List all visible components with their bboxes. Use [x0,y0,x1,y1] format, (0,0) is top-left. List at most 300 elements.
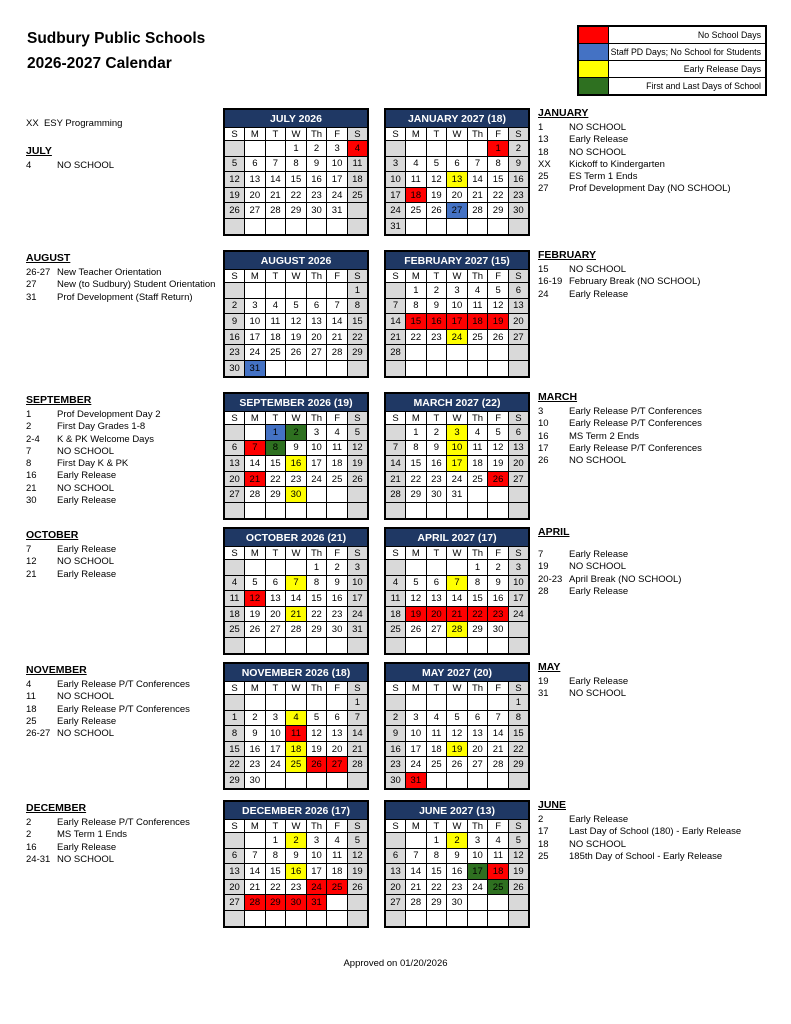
day-cell: 23 [224,345,245,361]
note-date: 2 [538,814,544,825]
note-item [538,159,790,171]
day-cell: 31 [306,895,327,911]
day-header: W [447,128,468,141]
note-date: 20-23 [538,573,563,585]
day-cell: 17 [447,314,468,330]
day-cell [347,772,368,788]
day-cell: 25 [286,757,307,773]
note-item [538,549,790,561]
note-date: 24-31 [26,853,51,865]
note-item [26,569,222,581]
calendar-march-2027-22 [384,392,530,520]
day-header: W [447,412,468,425]
day-cell [406,502,427,518]
week-row [385,314,529,330]
week-row [224,895,368,911]
day-cell: 7 [347,710,368,726]
day-cell: 29 [265,895,286,911]
legend-label: Early Release Days [683,64,761,74]
day-cell: 17 [306,864,327,880]
week-row [385,172,529,188]
note-text: Early Release [57,715,117,727]
day-cell: 23 [385,757,406,773]
day-cell [406,637,427,653]
day-cell: 3 [306,833,327,849]
note-date: 31 [538,688,549,700]
month-notes-march [538,391,790,467]
note-date: 18 [538,146,549,158]
day-cell: 16 [245,741,266,757]
day-cell: 19 [224,187,245,203]
day-cell: 17 [347,591,368,607]
day-cell: 23 [327,606,348,622]
day-cell [347,502,368,518]
day-cell: 7 [406,848,427,864]
day-header: M [406,682,427,695]
day-cell: 10 [306,848,327,864]
calendar-november-2026-18 [223,662,369,790]
week-row [385,156,529,172]
note-date: 2 [26,421,32,433]
note-text: Prof Development Day 2 [57,409,161,420]
day-header: S [385,412,406,425]
day-cell: 18 [406,187,427,203]
note-text: NO SCHOOL [569,264,627,275]
day-cell [406,833,427,849]
day-cell: 30 [286,895,307,911]
day-cell: 5 [508,833,529,849]
day-header: S [508,128,529,141]
note-date: 25 [26,715,37,727]
day-cell [224,695,245,711]
note-item [26,292,222,304]
note-text: NO SCHOOL [57,556,115,568]
note-date: 17 [538,442,549,454]
day-header: M [245,412,266,425]
day-header: Th [467,128,488,141]
day-cell: 25 [347,187,368,203]
day-cell: 20 [224,471,245,487]
note-text: Kickoff to Kindergarten [569,158,665,170]
day-cell [467,218,488,234]
day-cell [265,360,286,376]
day-cell: 20 [306,329,327,345]
day-cell: 3 [447,425,468,441]
note-item [26,854,222,866]
day-cell: 8 [406,440,427,456]
day-cell [508,910,529,926]
day-cell: 21 [385,329,406,345]
note-item [538,431,790,443]
day-cell: 23 [286,471,307,487]
day-cell: 20 [265,606,286,622]
document-title-line1: Sudbury Public Schools [27,30,206,47]
day-cell: 15 [347,314,368,330]
week-row [224,575,368,591]
day-cell: 7 [385,440,406,456]
day-cell: 3 [347,560,368,576]
day-cell [224,425,245,441]
day-cell: 12 [508,848,529,864]
day-cell: 11 [224,591,245,607]
day-cell: 19 [447,741,468,757]
day-cell: 27 [327,757,348,773]
day-cell: 6 [327,710,348,726]
day-cell: 13 [245,172,266,188]
day-cell: 13 [385,864,406,880]
note-date: XX [538,158,551,170]
day-cell: 17 [447,456,468,472]
day-cell [306,502,327,518]
day-cell: 20 [447,187,468,203]
calendar-may-2027-20 [384,662,530,790]
note-date: 11 [26,691,36,703]
day-cell: 16 [286,864,307,880]
day-cell [406,141,427,157]
month-notes-title: AUGUST [26,252,71,264]
calendar-september-2026-19 [223,392,369,520]
day-cell [447,910,468,926]
day-cell: 5 [347,425,368,441]
day-cell: 25 [467,471,488,487]
day-cell: 14 [286,591,307,607]
day-cell: 12 [406,591,427,607]
week-row [224,741,368,757]
day-header: S [224,547,245,560]
note-item [538,443,790,455]
month-title: DECEMBER 2026 (17) [224,801,368,820]
day-cell [245,637,266,653]
day-cell [467,695,488,711]
day-cell: 20 [224,879,245,895]
day-cell: 24 [467,879,488,895]
day-cell [265,141,286,157]
day-cell: 29 [467,622,488,638]
day-cell [224,637,245,653]
note-item [26,446,222,458]
day-header: S [224,270,245,283]
note-item [26,267,222,279]
day-cell: 16 [426,456,447,472]
day-cell: 2 [286,425,307,441]
legend-item [579,77,765,94]
day-cell [245,502,266,518]
note-date: 16 [26,470,37,482]
note-item [538,122,790,134]
day-cell: 2 [327,560,348,576]
note-text: Early Release [57,470,117,482]
calendar-july-2026 [223,108,369,236]
week-row [385,879,529,895]
month-title: JUNE 2027 (13) [385,801,529,820]
day-cell: 27 [508,329,529,345]
day-cell: 26 [488,471,509,487]
day-cell: 4 [327,425,348,441]
day-cell [508,502,529,518]
day-cell: 10 [245,314,266,330]
note-text: New (to Sudbury) Student Orientation [57,279,216,291]
note-item [538,134,790,146]
day-cell: 17 [327,172,348,188]
month-notes-title: MAY [538,661,561,673]
day-cell: 15 [406,314,427,330]
day-cell: 30 [447,895,468,911]
day-cell: 6 [224,440,245,456]
day-cell [467,637,488,653]
day-cell: 6 [306,298,327,314]
note-item [26,829,222,841]
day-cell: 5 [488,283,509,299]
week-row [385,298,529,314]
esy-programming-note: XX ESY Programming [26,118,123,129]
day-cell [347,218,368,234]
day-cell: 28 [286,622,307,638]
day-cell: 11 [467,440,488,456]
legend-item [579,27,765,43]
day-header: Th [467,270,488,283]
day-cell: 19 [426,187,447,203]
day-cell [426,345,447,361]
day-cell [347,895,368,911]
note-date: 4 [26,160,32,171]
note-text: Early Release P/T Conferences [57,703,190,715]
day-cell: 11 [488,848,509,864]
day-cell [508,895,529,911]
note-date: 18 [538,838,549,850]
day-cell [406,910,427,926]
day-cell [426,772,447,788]
day-cell: 18 [385,606,406,622]
note-item [538,574,790,586]
day-cell [426,218,447,234]
day-cell: 3 [306,425,327,441]
day-cell [385,637,406,653]
day-cell: 25 [327,471,348,487]
day-cell: 16 [447,864,468,880]
day-cell: 3 [385,156,406,172]
day-cell: 20 [508,456,529,472]
day-header: Th [306,682,327,695]
day-cell: 2 [306,141,327,157]
day-cell: 21 [467,187,488,203]
day-cell: 26 [347,471,368,487]
day-cell: 6 [508,425,529,441]
note-item [538,586,790,598]
week-row [385,218,529,234]
note-item [26,470,222,482]
week-row [385,502,529,518]
day-cell: 19 [488,314,509,330]
note-text: NO SCHOOL [569,455,627,467]
legend-color-chip [579,44,609,60]
note-text: Last Day of School (180) - Early Release [569,826,742,838]
day-cell: 1 [286,141,307,157]
day-cell [265,637,286,653]
week-row [224,218,368,234]
day-cell [327,360,348,376]
day-cell: 3 [265,710,286,726]
day-cell [426,910,447,926]
day-header: W [286,128,307,141]
day-header: S [347,682,368,695]
day-cell: 5 [286,298,307,314]
week-row [385,440,529,456]
day-cell: 28 [327,345,348,361]
note-date: 21 [26,482,37,494]
day-cell: 30 [245,772,266,788]
day-cell: 19 [488,456,509,472]
day-cell [385,560,406,576]
day-cell [347,910,368,926]
day-cell [488,895,509,911]
legend-label: Staff PD Days; No School for Students [610,47,761,57]
day-cell [385,283,406,299]
day-header: T [265,682,286,695]
day-cell: 27 [265,622,286,638]
day-cell: 19 [245,606,266,622]
day-cell: 5 [426,156,447,172]
day-cell: 28 [385,345,406,361]
day-cell: 3 [447,283,468,299]
day-cell: 24 [385,203,406,219]
day-cell: 10 [327,156,348,172]
day-cell: 19 [286,329,307,345]
note-item [26,817,222,829]
day-cell [467,910,488,926]
day-cell: 10 [467,848,488,864]
note-date: 24 [538,288,549,300]
week-row [385,187,529,203]
day-header: T [426,128,447,141]
day-cell: 7 [385,298,406,314]
month-notes-title: SEPTEMBER [26,394,92,406]
day-cell: 14 [467,172,488,188]
day-cell: 26 [406,622,427,638]
day-header: S [347,820,368,833]
day-cell: 18 [224,606,245,622]
day-cell: 2 [488,560,509,576]
note-text: Early Release [569,676,629,687]
week-row [224,591,368,607]
day-cell: 10 [447,440,468,456]
day-cell: 9 [286,848,307,864]
day-cell: 13 [306,314,327,330]
note-date: 31 [26,291,37,303]
note-text: Early Release [57,495,117,507]
day-cell [286,360,307,376]
day-header: M [406,412,427,425]
day-cell [224,910,245,926]
week-row [224,879,368,895]
day-cell: 14 [447,591,468,607]
calendar-august-2026 [223,250,369,378]
day-cell: 29 [286,203,307,219]
month-notes-january [538,107,790,196]
day-cell: 17 [306,456,327,472]
day-cell: 17 [265,741,286,757]
day-cell: 23 [306,187,327,203]
day-cell [224,218,245,234]
day-cell: 11 [385,591,406,607]
week-row [385,487,529,503]
note-item [538,289,790,301]
week-row [224,156,368,172]
day-cell: 31 [385,218,406,234]
day-cell: 27 [467,757,488,773]
week-row [224,187,368,203]
day-cell: 12 [347,848,368,864]
day-cell [245,141,266,157]
day-header: F [488,270,509,283]
note-item [538,418,790,430]
day-cell [385,425,406,441]
day-cell [508,487,529,503]
document-title-line2: 2026-2027 Calendar [27,55,172,72]
note-text: NO SCHOOL [57,728,115,740]
day-cell: 31 [245,360,266,376]
day-header: T [265,547,286,560]
day-cell: 20 [327,741,348,757]
day-cell: 14 [245,864,266,880]
week-row [224,329,368,345]
day-cell [488,487,509,503]
day-header: F [327,682,348,695]
day-header: Th [306,412,327,425]
note-text: NO SCHOOL [569,838,627,850]
month-notes-title: APRIL [538,526,570,538]
day-cell [385,502,406,518]
day-cell: 26 [286,345,307,361]
week-row [224,345,368,361]
day-cell: 16 [508,172,529,188]
day-cell [245,560,266,576]
day-header: M [245,682,266,695]
note-text: Early Release P/T Conferences [569,418,702,430]
day-cell: 21 [406,879,427,895]
day-cell: 2 [508,141,529,157]
day-cell: 6 [467,710,488,726]
day-cell: 29 [224,772,245,788]
note-item [538,183,790,195]
day-cell: 18 [467,456,488,472]
note-date: 25 [538,171,549,183]
day-cell: 4 [467,283,488,299]
day-cell: 29 [508,757,529,773]
day-cell [306,283,327,299]
day-cell [488,695,509,711]
day-cell: 18 [286,741,307,757]
week-row [385,283,529,299]
day-header: Th [306,128,327,141]
day-cell [306,218,327,234]
note-date: 21 [26,568,37,580]
day-cell [447,345,468,361]
day-header: Th [306,547,327,560]
day-cell: 16 [385,741,406,757]
day-cell: 8 [224,726,245,742]
month-notes-july [26,145,222,172]
day-cell: 7 [467,156,488,172]
note-item [538,826,790,838]
day-cell: 9 [245,726,266,742]
day-header: M [406,547,427,560]
day-cell [426,560,447,576]
week-row [224,172,368,188]
note-text: Early Release P/T Conferences [569,442,702,454]
day-cell: 22 [467,606,488,622]
day-cell: 4 [347,141,368,157]
day-cell: 23 [426,329,447,345]
